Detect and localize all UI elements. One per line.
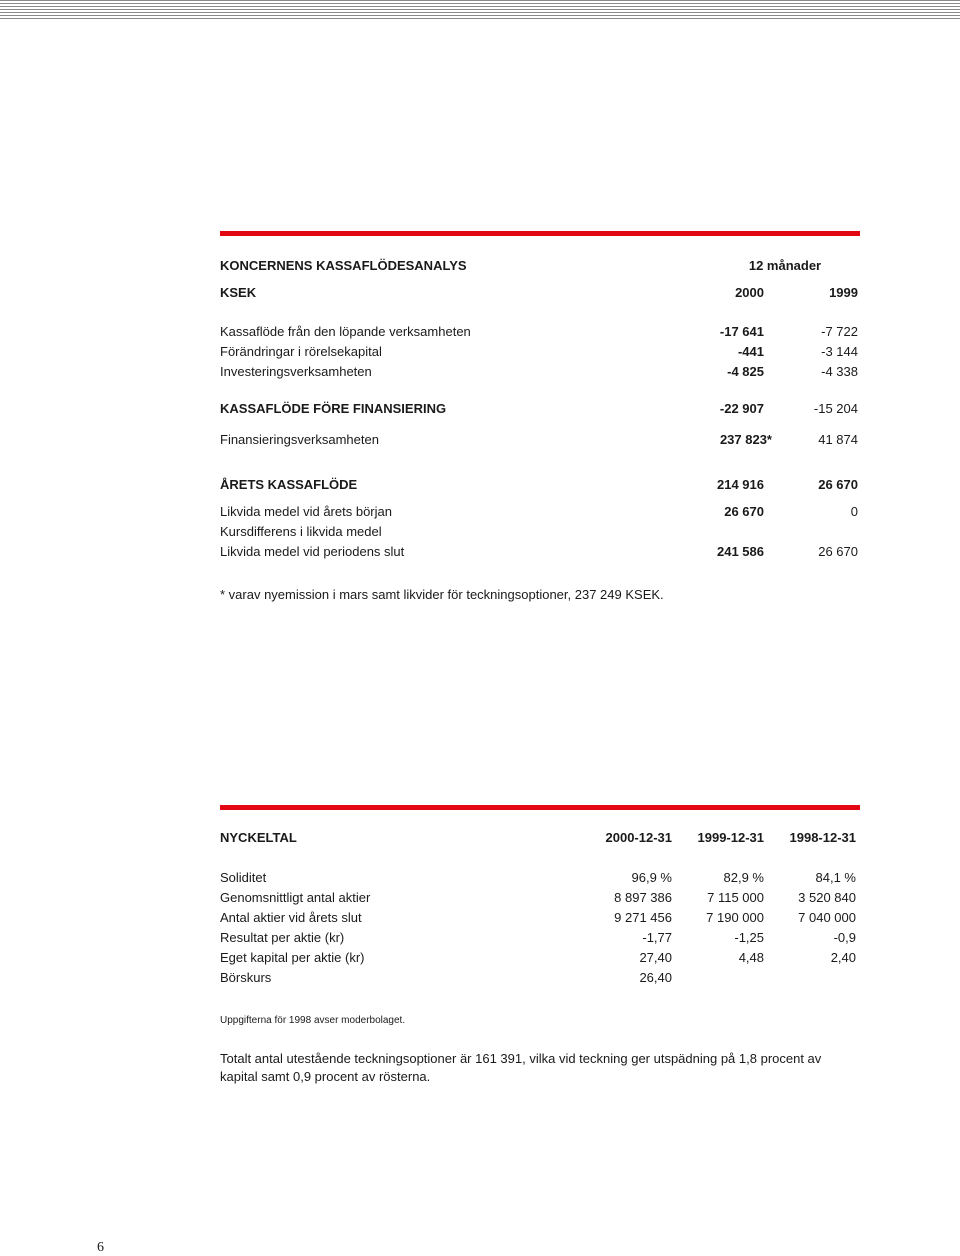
keyfigure-value: 26,40 (639, 970, 672, 985)
date-header: 1999-12-31 (697, 830, 764, 845)
keyfigure-label: Eget kapital per aktie (kr) (220, 950, 365, 965)
options-paragraph-line-2: kapital samt 0,9 procent av rösterna. (220, 1069, 431, 1084)
year-header-2000: 2000 (735, 285, 764, 300)
cashflow-row-label: Finansieringsverksamheten (220, 432, 379, 447)
keyfigure-value: 9 271 456 (614, 910, 672, 925)
cashflow-row-label: KASSAFLÖDE FÖRE FINANSIERING (220, 401, 447, 416)
cashflow-value-1999: -3 144 (821, 344, 858, 359)
keyfigure-label: Resultat per aktie (kr) (220, 930, 345, 945)
cashflow-value-1999: 26 670 (818, 544, 858, 559)
keyfigure-value: 7 115 000 (707, 890, 764, 905)
keyfigure-value: -1,77 (642, 930, 672, 945)
keyfigure-value: 2,40 (830, 950, 856, 965)
page-number: 6 (97, 1240, 104, 1255)
cashflow-value-1999: -15 204 (813, 401, 858, 416)
cashflow-footnote: * varav nyemission i mars samt likvider för teckningsoptioner, 237 249 KSEK. (220, 587, 664, 602)
options-paragraph-line-1: Totalt antal utestående teckningsoptioner är 161 391, vilka vid teckning ger utspädning på 1,8 procent av (220, 1051, 822, 1066)
keyfigure-value: 7 040 000 (798, 910, 856, 925)
cashflow-row-label: Investeringsverksamheten (220, 364, 372, 379)
date-header: 1998-12-31 (789, 830, 856, 845)
cashflow-row-label: Likvida medel vid periodens slut (220, 544, 405, 559)
cashflow-title: KONCERNENS KASSAFLÖDESANALYS (220, 258, 467, 273)
cashflow-value-2000: 237 823* (719, 432, 772, 447)
keyfigure-value: 4,48 (738, 950, 764, 965)
cashflow-value-2000: -4 825 (727, 364, 764, 379)
keyfigures-note: Uppgifterna för 1998 avser moderbolaget. (220, 1015, 406, 1026)
cashflow-row-label: Kassaflöde från den löpande verksamheten (220, 324, 471, 339)
keyfigures-title: NYCKELTAL (220, 830, 297, 845)
keyfigure-value: 3 520 840 (798, 890, 856, 905)
cashflow-value-1999: -7 722 (821, 324, 858, 339)
unit-label: KSEK (220, 285, 257, 300)
keyfigure-value: 8 897 386 (614, 890, 672, 905)
year-header-1999: 1999 (829, 285, 858, 300)
cashflow-value-2000: 26 670 (724, 504, 764, 519)
cashflow-row-label: Likvida medel vid årets början (220, 504, 392, 519)
keyfigure-value: -0,9 (833, 930, 856, 945)
cashflow-row-label: ÅRETS KASSAFLÖDE (220, 477, 358, 492)
header-rule-lines (0, 0, 960, 20)
cashflow-value-2000: -22 907 (719, 401, 764, 416)
cashflow-row-label: Kursdifferens i likvida medel (220, 524, 382, 539)
cashflow-row-label: Förändringar i rörelsekapital (220, 344, 382, 359)
period-label: 12 månader (748, 258, 822, 273)
cashflow-value-2000: -17 641 (719, 324, 764, 339)
keyfigure-value: -1,25 (734, 930, 764, 945)
keyfigure-value: 82,9 % (723, 870, 764, 885)
cashflow-value-1999: 26 670 (818, 477, 858, 492)
keyfigure-value: 96,9 % (631, 870, 672, 885)
keyfigure-value: 7 190 000 (706, 910, 764, 925)
cashflow-value-1999: 0 (850, 504, 858, 519)
keyfigure-label: Genomsnittligt antal aktier (220, 890, 371, 905)
keyfigure-label: Börskurs (220, 970, 272, 985)
keyfigure-label: Soliditet (220, 870, 267, 885)
cashflow-value-2000: 241 586 (717, 544, 764, 559)
cashflow-accent-rule (220, 231, 860, 236)
cashflow-value-1999: 41 874 (818, 432, 858, 447)
date-header: 2000-12-31 (605, 830, 672, 845)
keyfigure-label: Antal aktier vid årets slut (220, 910, 362, 925)
keyfigure-value: 27,40 (639, 950, 672, 965)
cashflow-value-2000: 214 916 (717, 477, 764, 492)
cashflow-value-2000: -441 (737, 344, 764, 359)
keyfigures-accent-rule (220, 805, 860, 810)
cashflow-value-1999: -4 338 (821, 364, 858, 379)
keyfigure-value: 84,1 % (815, 870, 856, 885)
